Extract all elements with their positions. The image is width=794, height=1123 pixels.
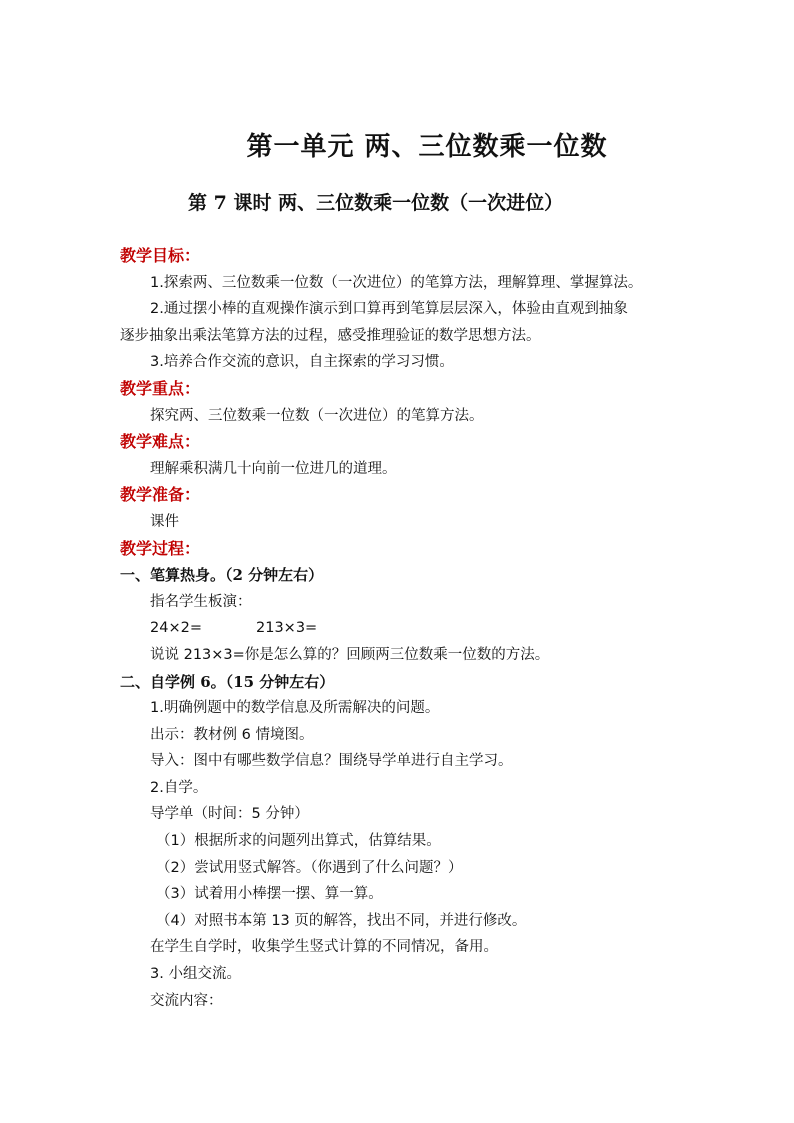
formula-213x3: 213×3= [256,620,318,637]
preparation-heading: 教学准备： [120,485,201,505]
lesson-subtitle: 第 7 课时 两、三位数乘一位数（一次进位） [188,192,564,214]
part2-line: 2.自学。 [150,779,208,796]
key-points-heading: 教学重点： [120,378,201,398]
difficulties-text: 理解乘积满几十向前一位进几的道理。 [150,460,397,477]
part2-title: 二、自学例 6。（15 分钟左右） [120,672,335,691]
key-points-text: 探究两、三位数乘一位数（一次进位）的笔算方法。 [150,407,484,424]
objective-item: 2.通过摆小棒的直观操作演示到口算再到笔算层层深入，体验由直观到抽象 [150,301,628,318]
guide-item: （4）对照书本第 13 页的解答，找出不同，并进行修改。 [156,912,527,929]
guide-item: （3）试着用小棒摆一摆、算一算。 [156,886,383,903]
objective-item-continued: 逐步抽象出乘法笔算方法的过程，感受推理验证的数学思想方法。 [120,327,541,344]
part2-line: 交流内容： [150,992,223,1009]
part1-title: 一、笔算热身。（2 分钟左右） [120,566,324,585]
guide-item: （1）根据所求的问题列出算式，估算结果。 [156,833,441,850]
objectives-heading: 教学目标： [120,246,201,265]
objective-item: 1.探索两、三位数乘一位数（一次进位）的笔算方法，理解算理、掌握算法。 [150,274,643,291]
part2-line: 3. 小组交流。 [150,966,241,983]
preparation-text: 课件 [150,513,179,530]
guide-item: （2）尝试用竖式解答。（你遇到了什么问题？） [156,859,463,876]
formula-24x2: 24×2= [150,620,202,637]
part2-line: 导入：图中有哪些数学信息？围绕导学单进行自主学习。 [150,753,513,770]
part2-line: 在学生自学时，收集学生竖式计算的不同情况，备用。 [150,939,498,956]
part2-line: 1.明确例题中的数学信息及所需解决的问题。 [150,700,440,717]
part1-line: 说说 213×3=你是怎么算的？回顾两三位数乘一位数的方法。 [150,646,550,663]
objective-item: 3.培养合作交流的意识，自主探索的学习习惯。 [150,354,454,371]
part1-line: 指名学生板演： [150,593,252,610]
part2-line: 出示：教材例 6 情境图。 [150,726,314,743]
warmup-formulas [120,615,700,642]
difficulties-heading: 教学难点： [120,432,201,452]
lesson-body [120,243,700,1014]
part2-line: 导学单（时间：5 分钟） [150,806,309,823]
process-heading: 教学过程： [120,538,201,558]
unit-title: 第一单元 两、三位数乘一位数 [246,132,608,162]
